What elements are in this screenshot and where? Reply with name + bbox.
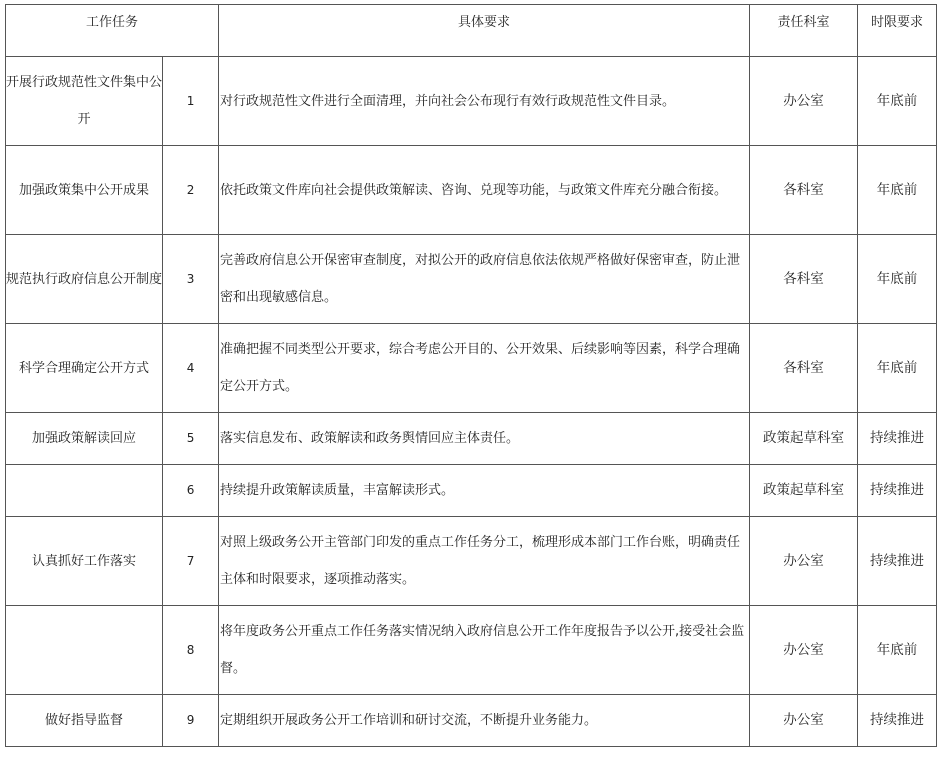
number-cell: 8: [163, 606, 219, 695]
requirement-cell: 将年度政务公开重点工作任务落实情况纳入政府信息公开工作年度报告予以公开,接受社会监督。: [219, 606, 750, 695]
requirement-cell: 依托政策文件库向社会提供政策解读、咨询、兑现等功能，与政策文件库充分融合衔接。: [219, 146, 750, 235]
table-row: [6, 235, 937, 324]
header-deadline: 时限要求: [858, 5, 937, 57]
table-row: [6, 465, 937, 517]
department-cell: 政策起草科室: [750, 413, 858, 465]
task-cell: 加强政策解读回应: [6, 413, 163, 465]
task-cell: 规范执行政府信息公开制度: [6, 235, 163, 324]
header-requirement: 具体要求: [219, 5, 750, 57]
requirement-cell: 完善政府信息公开保密审查制度，对拟公开的政府信息依法依规严格做好保密审查，防止泄密和出现敏感信息。: [219, 235, 750, 324]
number-cell: 6: [163, 465, 219, 517]
table-row: [6, 324, 937, 413]
deadline-cell: 年底前: [858, 324, 937, 413]
number-cell: 1: [163, 57, 219, 146]
task-cell: [6, 465, 163, 517]
deadline-cell: 持续推进: [858, 695, 937, 747]
deadline-cell: 持续推进: [858, 517, 937, 606]
table-header-row: [6, 5, 937, 57]
department-cell: 各科室: [750, 324, 858, 413]
requirement-cell: 准确把握不同类型公开要求，综合考虑公开目的、公开效果、后续影响等因素，科学合理确定公开方式。: [219, 324, 750, 413]
department-cell: 办公室: [750, 606, 858, 695]
requirement-cell: 持续提升政策解读质量，丰富解读形式。: [219, 465, 750, 517]
department-cell: 办公室: [750, 517, 858, 606]
department-cell: 政策起草科室: [750, 465, 858, 517]
deadline-cell: 年底前: [858, 606, 937, 695]
task-cell: 认真抓好工作落实: [6, 517, 163, 606]
department-cell: 各科室: [750, 146, 858, 235]
task-cell: 做好指导监督: [6, 695, 163, 747]
table-row: [6, 57, 937, 146]
header-department: 责任科室: [750, 5, 858, 57]
task-cell: [6, 606, 163, 695]
department-cell: 办公室: [750, 57, 858, 146]
department-cell: 办公室: [750, 695, 858, 747]
requirement-cell: 定期组织开展政务公开工作培训和研讨交流，不断提升业务能力。: [219, 695, 750, 747]
number-cell: 4: [163, 324, 219, 413]
header-task: 工作任务: [6, 5, 219, 57]
task-cell: 加强政策集中公开成果: [6, 146, 163, 235]
requirement-cell: 对行政规范性文件进行全面清理，并向社会公布现行有效行政规范性文件目录。: [219, 57, 750, 146]
requirement-cell: 落实信息发布、政策解读和政务舆情回应主体责任。: [219, 413, 750, 465]
deadline-cell: 年底前: [858, 146, 937, 235]
work-tasks-table: [5, 4, 937, 747]
deadline-cell: 持续推进: [858, 465, 937, 517]
deadline-cell: 持续推进: [858, 413, 937, 465]
number-cell: 3: [163, 235, 219, 324]
department-cell: 各科室: [750, 235, 858, 324]
deadline-cell: 年底前: [858, 57, 937, 146]
table-row: [6, 517, 937, 606]
table-row: [6, 695, 937, 747]
table-row: [6, 606, 937, 695]
number-cell: 7: [163, 517, 219, 606]
table-row: [6, 146, 937, 235]
task-cell: 科学合理确定公开方式: [6, 324, 163, 413]
number-cell: 5: [163, 413, 219, 465]
deadline-cell: 年底前: [858, 235, 937, 324]
task-cell: 开展行政规范性文件集中公开: [6, 57, 163, 146]
number-cell: 9: [163, 695, 219, 747]
requirement-cell: 对照上级政务公开主管部门印发的重点工作任务分工，梳理形成本部门工作台账，明确责任主体和时限要求，逐项推动落实。: [219, 517, 750, 606]
number-cell: 2: [163, 146, 219, 235]
table-row: [6, 413, 937, 465]
